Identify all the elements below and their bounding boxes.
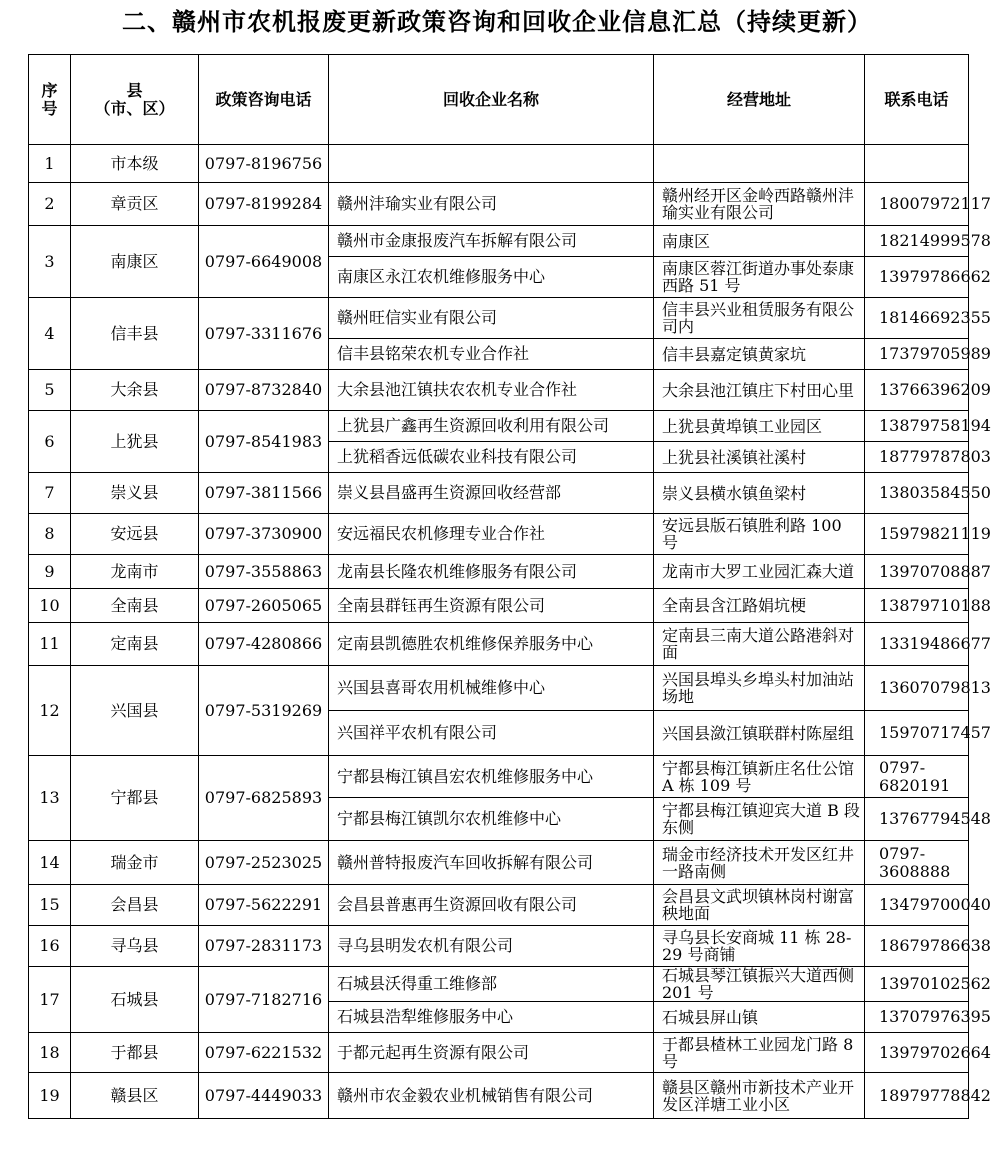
table-row [29,370,969,411]
cell-policy-phone: 0797-3811566 [199,473,329,514]
table-row [29,145,969,183]
cell-company: 崇义县昌盛再生资源回收经营部 [329,473,654,514]
cell-county: 安远县 [71,514,199,555]
cell-company: 兴国县喜哥农用机械维修中心 [329,666,654,711]
cell-company: 安远福民农机修理专业合作社 [329,514,654,555]
cell-address: 龙南市大罗工业园汇森大道 [654,555,865,589]
cell-address: 兴国县潋江镇联群村陈屋组 [654,711,865,756]
cell-contact-phone: 15970717457 [865,711,969,756]
table-row [29,666,969,711]
cell-contact-phone: 13767794548 [865,798,969,841]
cell-seq: 15 [29,885,71,926]
cell-address: 石城县琴江镇振兴大道西侧 201 号 [654,967,865,1002]
cell-contact-phone: 18679786638 [865,926,969,967]
cell-contact-phone: 13970708887 [865,555,969,589]
cell-contact-phone: 0797-6820191 [865,756,969,798]
header-contact: 联系电话 [865,55,969,145]
cell-seq: 10 [29,589,71,623]
cell-county: 赣县区 [71,1073,199,1119]
cell-policy-phone: 0797-3730900 [199,514,329,555]
cell-company: 信丰县铭荣农机专业合作社 [329,339,654,370]
cell-policy-phone: 0797-6221532 [199,1033,329,1073]
page-title: 二、赣州市农机报废更新政策咨询和回收企业信息汇总（持续更新） [122,8,872,36]
header-company: 回收企业名称 [329,55,654,145]
cell-seq: 11 [29,623,71,666]
cell-company: 赣州市金康报废汽车拆解有限公司 [329,226,654,257]
cell-company: 定南县凯德胜农机维修保养服务中心 [329,623,654,666]
table-row [29,623,969,666]
table-row [29,589,969,623]
table-row [29,885,969,926]
cell-seq: 18 [29,1033,71,1073]
table-row [29,514,969,555]
cell-county: 全南县 [71,589,199,623]
cell-address [654,145,865,183]
cell-address: 定南县三南大道公路港斜对面 [654,623,865,666]
cell-address: 崇义县横水镇鱼梁村 [654,473,865,514]
table-row [29,298,969,339]
header-seq: 序 号 [29,55,71,145]
cell-company: 龙南县长隆农机维修服务有限公司 [329,555,654,589]
cell-company: 赣州旺信实业有限公司 [329,298,654,339]
cell-contact-phone: 18779787803 [865,442,969,473]
cell-policy-phone: 0797-6649008 [199,226,329,298]
cell-contact-phone [865,145,969,183]
cell-company: 上犹县广鑫再生资源回收利用有限公司 [329,411,654,442]
table-row [29,926,969,967]
cell-seq: 5 [29,370,71,411]
cell-policy-phone: 0797-2523025 [199,841,329,885]
cell-address: 大余县池江镇庄下村田心里 [654,370,865,411]
cell-company: 宁都县梅江镇凯尔农机维修中心 [329,798,654,841]
cell-company: 会昌县普惠再生资源回收有限公司 [329,885,654,926]
cell-seq: 8 [29,514,71,555]
cell-address: 安远县版石镇胜利路 100 号 [654,514,865,555]
cell-address: 会昌县文武坝镇林岗村谢富秧地面 [654,885,865,926]
table-row [29,967,969,1002]
table-row [29,756,969,798]
cell-policy-phone: 0797-3311676 [199,298,329,370]
cell-contact-phone: 13319486677 [865,623,969,666]
cell-company: 上犹稻香远低碳农业科技有限公司 [329,442,654,473]
cell-contact-phone: 13979702664 [865,1033,969,1073]
cell-seq: 13 [29,756,71,841]
table-row [29,1073,969,1119]
cell-address: 赣县区赣州市新技术产业开发区洋塘工业小区 [654,1073,865,1119]
cell-policy-phone: 0797-5319269 [199,666,329,756]
table-row [29,841,969,885]
cell-policy-phone: 0797-8732840 [199,370,329,411]
cell-seq: 2 [29,183,71,226]
recycling-table [28,54,991,1119]
cell-policy-phone: 0797-7182716 [199,967,329,1033]
header-address: 经营地址 [654,55,865,145]
cell-seq: 17 [29,967,71,1033]
cell-address: 信丰县兴业租赁服务有限公司内 [654,298,865,339]
cell-policy-phone: 0797-4280866 [199,623,329,666]
cell-contact-phone: 13479700040 [865,885,969,926]
cell-company: 于都元起再生资源有限公司 [329,1033,654,1073]
cell-county: 寻乌县 [71,926,199,967]
cell-address: 上犹县黄埠镇工业园区 [654,411,865,442]
cell-address: 南康区 [654,226,865,257]
header-county: 县 （市、区） [71,55,199,145]
cell-policy-phone: 0797-8196756 [199,145,329,183]
header-row [29,55,969,145]
cell-address: 寻乌县长安商城 11 栋 28-29 号商铺 [654,926,865,967]
cell-company: 赣州普特报废汽车回收拆解有限公司 [329,841,654,885]
cell-county: 瑞金市 [71,841,199,885]
cell-contact-phone: 13879758194 [865,411,969,442]
cell-contact-phone: 18214999578 [865,226,969,257]
cell-company: 兴国祥平农机有限公司 [329,711,654,756]
cell-policy-phone: 0797-8199284 [199,183,329,226]
cell-address: 南康区蓉江街道办事处泰康西路 51 号 [654,257,865,298]
cell-contact-phone: 13766396209 [865,370,969,411]
header-policy-phone: 政策咨询电话 [199,55,329,145]
cell-county: 龙南市 [71,555,199,589]
cell-address: 于都县楂林工业园龙门路 8 号 [654,1033,865,1073]
cell-contact-phone: 13970102562 [865,967,969,1002]
cell-address: 上犹县社溪镇社溪村 [654,442,865,473]
cell-seq: 1 [29,145,71,183]
cell-seq: 7 [29,473,71,514]
cell-county: 定南县 [71,623,199,666]
cell-seq: 4 [29,298,71,370]
cell-county: 上犹县 [71,411,199,473]
cell-company: 赣州沣瑜实业有限公司 [329,183,654,226]
cell-company: 赣州市农金毅农业机械销售有限公司 [329,1073,654,1119]
cell-policy-phone: 0797-3558863 [199,555,329,589]
table-row [29,226,969,257]
table-body [29,145,991,1119]
cell-contact-phone: 18007972117 [865,183,969,226]
cell-company: 石城县沃得重工维修部 [329,967,654,1002]
cell-contact-phone: 15979821119 [865,514,969,555]
cell-contact-phone: 13979786662 [865,257,969,298]
cell-company: 全南县群钰再生资源有限公司 [329,589,654,623]
cell-county: 兴国县 [71,666,199,756]
cell-policy-phone: 0797-2605065 [199,589,329,623]
cell-address: 兴国县埠头乡埠头村加油站场地 [654,666,865,711]
cell-county: 宁都县 [71,756,199,841]
cell-address: 石城县屏山镇 [654,1002,865,1033]
cell-seq: 16 [29,926,71,967]
cell-address: 宁都县梅江镇新庄名仕公馆 A 栋 109 号 [654,756,865,798]
cell-company: 寻乌县明发农机有限公司 [329,926,654,967]
cell-contact-phone: 13879710188 [865,589,969,623]
cell-policy-phone: 0797-6825893 [199,756,329,841]
cell-contact-phone: 13707976395 [865,1002,969,1033]
cell-address: 瑞金市经济技术开发区红井一路南侧 [654,841,865,885]
table-row [29,473,969,514]
cell-policy-phone: 0797-4449033 [199,1073,329,1119]
cell-contact-phone: 18979778842 [865,1073,969,1119]
table-row [29,411,969,442]
cell-county: 会昌县 [71,885,199,926]
cell-company: 宁都县梅江镇昌宏农机维修服务中心 [329,756,654,798]
cell-policy-phone: 0797-2831173 [199,926,329,967]
cell-county: 石城县 [71,967,199,1033]
cell-seq: 19 [29,1073,71,1119]
cell-county: 南康区 [71,226,199,298]
cell-county: 崇义县 [71,473,199,514]
cell-seq: 14 [29,841,71,885]
cell-address: 赣州经开区金岭西路赣州沣瑜实业有限公司 [654,183,865,226]
cell-policy-phone: 0797-5622291 [199,885,329,926]
cell-contact-phone: 0797-3608888 [865,841,969,885]
cell-policy-phone: 0797-8541983 [199,411,329,473]
cell-county: 市本级 [71,145,199,183]
cell-address: 信丰县嘉定镇黄家坑 [654,339,865,370]
cell-contact-phone: 18146692355 [865,298,969,339]
cell-seq: 12 [29,666,71,756]
cell-county: 信丰县 [71,298,199,370]
cell-county: 于都县 [71,1033,199,1073]
cell-company [329,145,654,183]
cell-county: 大余县 [71,370,199,411]
cell-company: 大余县池江镇扶农农机专业合作社 [329,370,654,411]
cell-contact-phone: 13803584550 [865,473,969,514]
table-row [29,183,969,226]
cell-address: 全南县含江路娟坑梗 [654,589,865,623]
cell-company: 石城县浩犁维修服务中心 [329,1002,654,1033]
cell-seq: 6 [29,411,71,473]
cell-county: 章贡区 [71,183,199,226]
cell-contact-phone: 13607079813 [865,666,969,711]
cell-address: 宁都县梅江镇迎宾大道 B 段东侧 [654,798,865,841]
cell-seq: 9 [29,555,71,589]
table-row [29,555,969,589]
cell-contact-phone: 17379705989 [865,339,969,370]
cell-company: 南康区永江农机维修服务中心 [329,257,654,298]
table-row [29,1033,969,1073]
cell-seq: 3 [29,226,71,298]
